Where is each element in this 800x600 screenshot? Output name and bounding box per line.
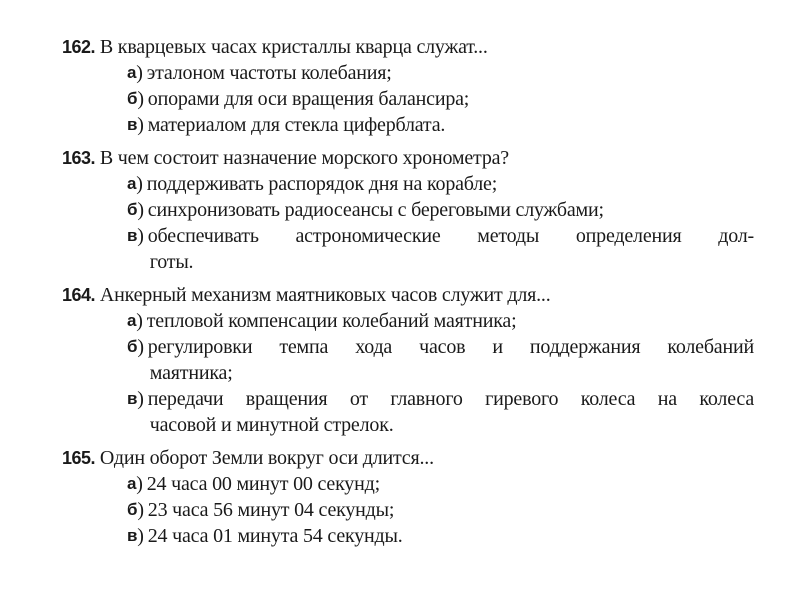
option-text-line: готы. (149, 251, 194, 273)
option-text: синхронизовать радиосеансы с береговыми службами; (147, 199, 604, 221)
option-text-line: обеспечивать астрономические методы определения дол- (147, 225, 754, 247)
option-letter: в (127, 226, 138, 245)
option-text: 23 часа 56 минут 04 секунды; (147, 499, 395, 521)
option-text: поддерживать распорядок дня на корабле; (146, 173, 498, 195)
question-header (62, 34, 754, 60)
question-header (62, 445, 754, 471)
question-header (62, 282, 754, 308)
question-163 (62, 145, 754, 275)
option-text-line: регулировки темпа хода часов и поддержания колебаний (147, 336, 754, 358)
option-letter: а (127, 474, 137, 493)
option-letter: а (127, 174, 137, 193)
option-letter: в (127, 115, 138, 134)
question-number: 165. (62, 448, 96, 468)
options-list (127, 308, 754, 438)
question-number: 164. (62, 285, 96, 305)
option-b: б ) 23 часа 56 минут 04 секунды; (127, 497, 754, 523)
option-a: а ) тепловой компенсации колебаний маятника; (127, 308, 754, 334)
option-letter: в (127, 389, 138, 408)
option-text-line: маятника; (149, 362, 233, 384)
option-c: в ) материалом для стекла циферблата. (127, 112, 754, 138)
question-header (62, 145, 754, 171)
option-text: эталоном частоты колебания; (146, 62, 392, 84)
option-text: 24 часа 00 минут 00 секунд; (146, 473, 380, 495)
option-text: тепловой компенсации колебаний маятника; (146, 310, 517, 332)
option-b: б ) опорами для оси вращения балансира; (127, 86, 754, 112)
question-number: 163. (62, 148, 96, 168)
option-letter: б (127, 337, 138, 356)
option-text (148, 386, 754, 438)
option-text (148, 334, 754, 386)
options-list (127, 171, 754, 275)
question-text: В кварцевых часах кристаллы кварца служат... (99, 36, 488, 58)
question-text: Анкерный механизм маятниковых часов служит для... (99, 284, 551, 306)
question-164 (62, 282, 754, 438)
question-text: В чем состоит назначение морского хронометра? (99, 147, 509, 169)
option-text: опорами для оси вращения балансира; (147, 88, 470, 110)
option-letter: а (127, 63, 137, 82)
option-a: а ) эталоном частоты колебания; (127, 60, 754, 86)
option-text: 24 часа 01 минута 54 секунды. (147, 525, 403, 547)
option-c: в ) 24 часа 01 минута 54 секунды. (127, 523, 754, 549)
option-letter: б (127, 89, 138, 108)
option-c: в ) передачи вращения от главного гиревого колеса на колеса часовой и минутной стрелок. (127, 388, 754, 436)
question-text: Один оборот Земли вокруг оси длится... (99, 447, 434, 469)
options-list (127, 471, 754, 549)
option-c: в ) обеспечивать астрономические методы определения дол- готы. (127, 225, 754, 273)
option-a: а ) поддерживать распорядок дня на корабле; (127, 171, 754, 197)
option-letter: б (127, 500, 138, 519)
option-a: а ) 24 часа 00 минут 00 секунд; (127, 471, 754, 497)
question-162 (62, 34, 754, 138)
option-text-line: часовой и минутной стрелок. (149, 414, 394, 436)
option-letter: а (127, 311, 137, 330)
option-letter: б (127, 200, 138, 219)
option-text-line: передачи вращения от главного гиревого колеса на колеса (147, 388, 754, 410)
option-letter: в (127, 526, 138, 545)
question-number: 162. (62, 37, 96, 57)
quiz-page (62, 34, 754, 556)
question-165 (62, 445, 754, 549)
options-list (127, 60, 754, 138)
option-text (148, 223, 754, 275)
option-text: материалом для стекла циферблата. (147, 114, 446, 136)
option-b: б ) регулировки темпа хода часов и поддержания колебаний маятника; (127, 336, 754, 384)
option-b: б ) синхронизовать радиосеансы с береговыми службами; (127, 197, 754, 223)
